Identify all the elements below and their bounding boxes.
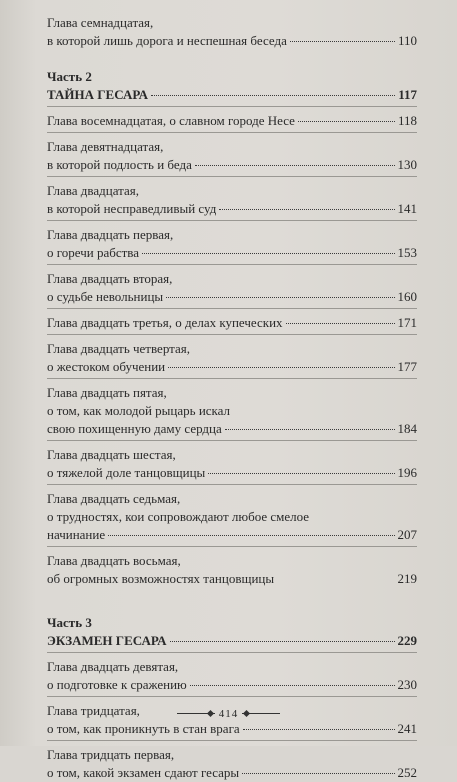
dot-leader [277,579,394,580]
entry-subtitle: о том, какой экзамен сдают гесары [47,765,240,780]
page-number: 252 [397,765,417,780]
entry-title: Глава двадцатая, [47,183,139,198]
entry-title: Глава семнадцатая, [47,15,154,30]
page-number: 230 [397,677,417,692]
entry-subtitle: о том, как проникнуть в стан врага [47,721,240,736]
entry-title: Глава тридцатая, [47,703,140,718]
toc-entry-ch27 [47,490,417,544]
entry-subtitle: о том, как молодой рыцарь искал [47,403,231,418]
page-number: 130 [397,157,417,172]
toc-entry-ch31 [47,746,417,782]
entry-title: Глава двадцать седьмая, [47,491,181,506]
dot-leader [208,473,394,474]
toc-entry-ch25 [47,384,417,438]
entry-subtitle: о тяжелой доле танцовщицы [47,465,206,480]
divider [47,334,417,335]
page-number: 229 [397,633,417,648]
dot-leader [242,773,394,774]
entry-title: Глава двадцать шестая, [47,447,176,462]
part-label: Часть 3 [47,615,92,630]
entry-subtitle: о горечи рабства [47,245,140,260]
divider [47,484,417,485]
dot-leader [190,685,395,686]
dot-leader [151,95,395,96]
page-number: 219 [397,571,417,586]
toc-entry-ch23 [47,314,417,332]
entry-subtitle: о подготовке к сражению [47,677,187,692]
folio-page-number: 414 [218,708,239,720]
dot-leader [298,121,395,122]
divider [47,264,417,265]
divider [47,696,417,697]
toc-entry-ch17 [47,14,417,50]
dot-leader [225,429,395,430]
toc-entry-ch18 [47,112,417,130]
page-number: 177 [397,359,417,374]
dot-leader [142,253,394,254]
entry-title: Глава двадцать четвертая, [47,341,190,356]
entry-subtitle: о судьбе невольницы [47,289,164,304]
ornament-right-icon [242,711,280,717]
dot-leader [108,535,394,536]
entry-title: Глава двадцать первая, [47,227,174,242]
entry-subtitle: о жестоком обучении [47,359,166,374]
entry-title: Глава девятнадцатая, [47,139,164,154]
page-number: 171 [397,315,417,330]
dot-leader [243,729,395,730]
toc-entry-ch26 [47,446,417,482]
entry-subtitle: в которой несправедливый суд [47,201,217,216]
part-3-heading [47,614,417,650]
dot-leader [168,367,394,368]
part-title: ЭКЗАМЕН ГЕСАРА [47,633,167,648]
entry-title: Глава двадцать вторая, [47,271,173,286]
toc-entry-ch22 [47,270,417,306]
divider [47,740,417,741]
toc-entry-ch21 [47,226,417,262]
dot-leader [170,641,395,642]
page-number: 153 [397,245,417,260]
page-number: 207 [397,527,417,542]
divider [47,652,417,653]
ornament-left-icon [177,711,215,717]
page-footer [0,708,457,720]
page-number: 110 [397,33,417,48]
entry-title: Глава двадцать третья, о делах купеческих [47,315,283,330]
page-number: 241 [397,721,417,736]
page-number: 118 [397,113,417,128]
divider [47,132,417,133]
entry-subtitle: об огромных возможностях танцовщицы [47,571,275,586]
divider [47,378,417,379]
divider [47,440,417,441]
entry-subtitle: свою похищенную даму сердца [47,421,222,436]
toc-entry-ch19 [47,138,417,174]
entry-title: Глава двадцать восьмая, [47,553,181,568]
part-title: ТАЙНА ГЕСАРА [47,87,149,102]
page-number: 117 [398,87,417,102]
toc-entry-ch20 [47,182,417,218]
divider [47,220,417,221]
entry-title: Глава двадцать девятая, [47,659,179,674]
entry-subtitle: начинание [47,527,106,542]
entry-subtitle: в которой подлость и беда [47,157,192,172]
dot-leader [166,297,394,298]
entry-subtitle: в которой лишь дорога и неспешная беседа [47,33,287,48]
divider [47,546,417,547]
divider [47,106,417,107]
page-number: 141 [397,201,417,216]
table-of-contents [47,14,417,782]
dot-leader [286,323,395,324]
dot-leader [219,209,394,210]
page-number: 184 [397,421,417,436]
entry-title: Глава двадцать пятая, [47,385,167,400]
entry-title: Глава тридцать первая, [47,747,175,762]
page-number: 196 [397,465,417,480]
toc-entry-ch28 [47,552,417,588]
part-label: Часть 2 [47,69,92,84]
divider [47,176,417,177]
toc-entry-ch29 [47,658,417,694]
page-number: 160 [397,289,417,304]
divider [47,308,417,309]
toc-entry-ch24 [47,340,417,376]
part-2-heading [47,68,417,104]
dot-leader [195,165,395,166]
entry-subtitle: о трудностях, кои сопровождают любое смелое [47,509,310,524]
entry-title: Глава восемнадцатая, о славном городе Несе [47,113,295,128]
dot-leader [290,41,395,42]
